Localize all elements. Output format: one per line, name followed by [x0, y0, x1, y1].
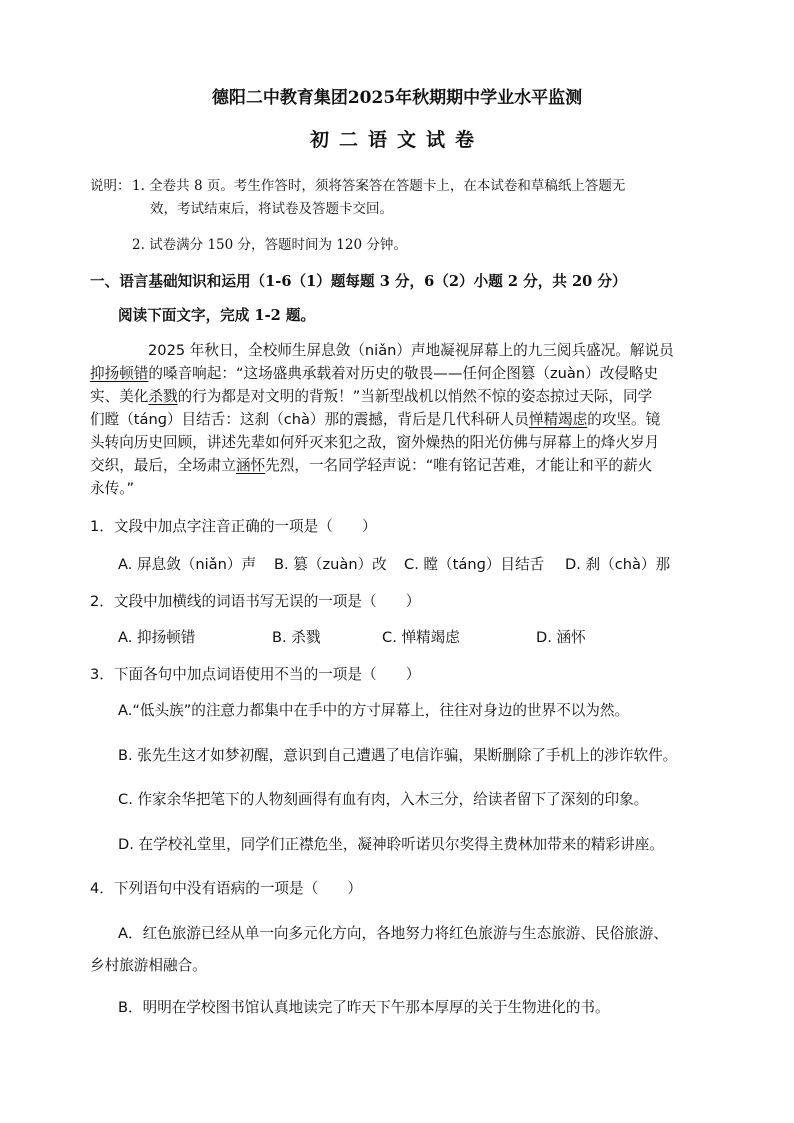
instruction-item-1-line-1: 1. 全卷共 8 页。考生作答时，须将答案答在答题卡上，在本试卷和草稿纸上答题无 — [132, 178, 626, 194]
question-1-option-a: A. 屏息敛（niǎn）声 — [118, 556, 257, 573]
passage-text: 先烈，一名同学轻声说：“唯有铭记苦难，才能让和平的薪火 — [265, 457, 653, 474]
instruction-item-2: 2. 试卷满分 150 分，答题时间为 120 分钟。 — [132, 237, 407, 253]
question-1-option-b: B. 篡（zuàn）改 — [274, 556, 387, 573]
question-3-option-a: A.“低头族”的注意力都集中在手中的方寸屏幕上，往往对身边的世界不以为然。 — [118, 702, 630, 719]
question-3-option-b: B. 张先生这才如梦初醒，意识到自己遭遇了电信诈骗，果断删除了手机上的涉诈软件。 — [118, 747, 678, 764]
question-4-option-a-line-1: A．红色旅游已经从单一向多元化方向，各地努力将红色旅游与生态旅游、民俗旅游、 — [118, 925, 668, 942]
question-2-option-d: D. 涵怀 — [536, 629, 586, 646]
passage-text: 实、美化 — [90, 388, 149, 405]
underlined-word: 涵怀 — [235, 457, 266, 474]
passage-line-7: 永传。” — [90, 480, 135, 497]
exam-title: 德阳二中教育集团2025年秋期期中学业水平监测 — [211, 88, 583, 108]
passage-line-1: 2025 年秋日，全校师生屏息敛（niǎn）声地凝视屏幕上的九三阅兵盛况。解说员 — [148, 342, 674, 359]
question-1-option-d: D. 刹（chà）那 — [565, 556, 671, 573]
question-2-option-c: C. 惮精竭虑 — [382, 629, 460, 646]
question-1-stem: 1．文段中加点字注音正确的一项是（ ） — [90, 518, 377, 535]
reading-instruction: 阅读下面文字，完成 1-2 题。 — [118, 307, 316, 324]
question-1-option-c: C. 瞠（tánɡ）目结舌 — [404, 556, 545, 573]
exam-subtitle: 初二语文试卷 — [309, 129, 484, 151]
question-3-stem: 3．下面各句中加点词语使用不当的一项是（ ） — [90, 666, 421, 683]
underlined-word: 惮精竭虑 — [528, 411, 588, 428]
question-4-stem: 4．下列语句中没有语病的一项是（ ） — [90, 880, 362, 897]
passage-line-3 — [90, 387, 652, 407]
instruction-item-1-line-2: 效，考试结束后，将试卷及答题卡交回。 — [150, 201, 393, 217]
question-2-stem: 2．文段中加横线的词语书写无误的一项是（ ） — [90, 593, 421, 610]
passage-line-5: 头转向历史回顾，讲述先辈如何歼灭来犯之敌，窗外燥热的阳光仿佛与屏幕上的烽火岁月 — [90, 434, 660, 451]
question-3-option-d: D. 在学校礼堂里，同学们正襟危坐，凝神聆听诺贝尔奖得主费林加带来的精彩讲座。 — [118, 836, 664, 853]
passage-line-6 — [90, 456, 652, 476]
question-4-option-a-line-2: 乡村旅游相融合。 — [90, 957, 207, 974]
question-2-option-b: B. 杀戮 — [272, 629, 321, 646]
underlined-word: 抑扬顿错 — [90, 365, 149, 382]
passage-text: 的行为都是对文明的背叛！”当新型战机以悄然不惊的姿态掠过天际，同学 — [177, 388, 653, 405]
passage-text: 的攻坚。镜 — [587, 411, 661, 428]
passage-text: 交织，最后，全场肃立 — [90, 457, 236, 474]
underlined-word: 杀戮 — [148, 388, 178, 405]
question-3-option-c: C. 作家余华把笔下的人物刻画得有血有肉，入木三分，给读者留下了深刻的印象。 — [118, 791, 649, 808]
passage-text: 的嗓音响起：“这场盛典承载着对历史的敬畏——任何企图篡（zuàn）改侵略史 — [148, 365, 659, 382]
section-heading: 一、语言基础知识和运用（1-6（1）题每题 3 分，6（2）小题 2 分，共 20 分） — [90, 273, 627, 290]
passage-line-2 — [90, 364, 658, 384]
instructions-label: 说明： — [90, 178, 131, 194]
passage-text: 们瞠（tánɡ）目结舌：这刹（chà）那的震撼，背后是几代科研人员 — [90, 411, 529, 428]
question-2-option-a: A. 抑扬顿错 — [118, 629, 196, 646]
question-4-option-b: B．明明在学校图书馆认真地读完了昨天下午那本厚厚的关于生物进化的书。 — [118, 999, 610, 1016]
passage-line-4 — [90, 410, 660, 430]
